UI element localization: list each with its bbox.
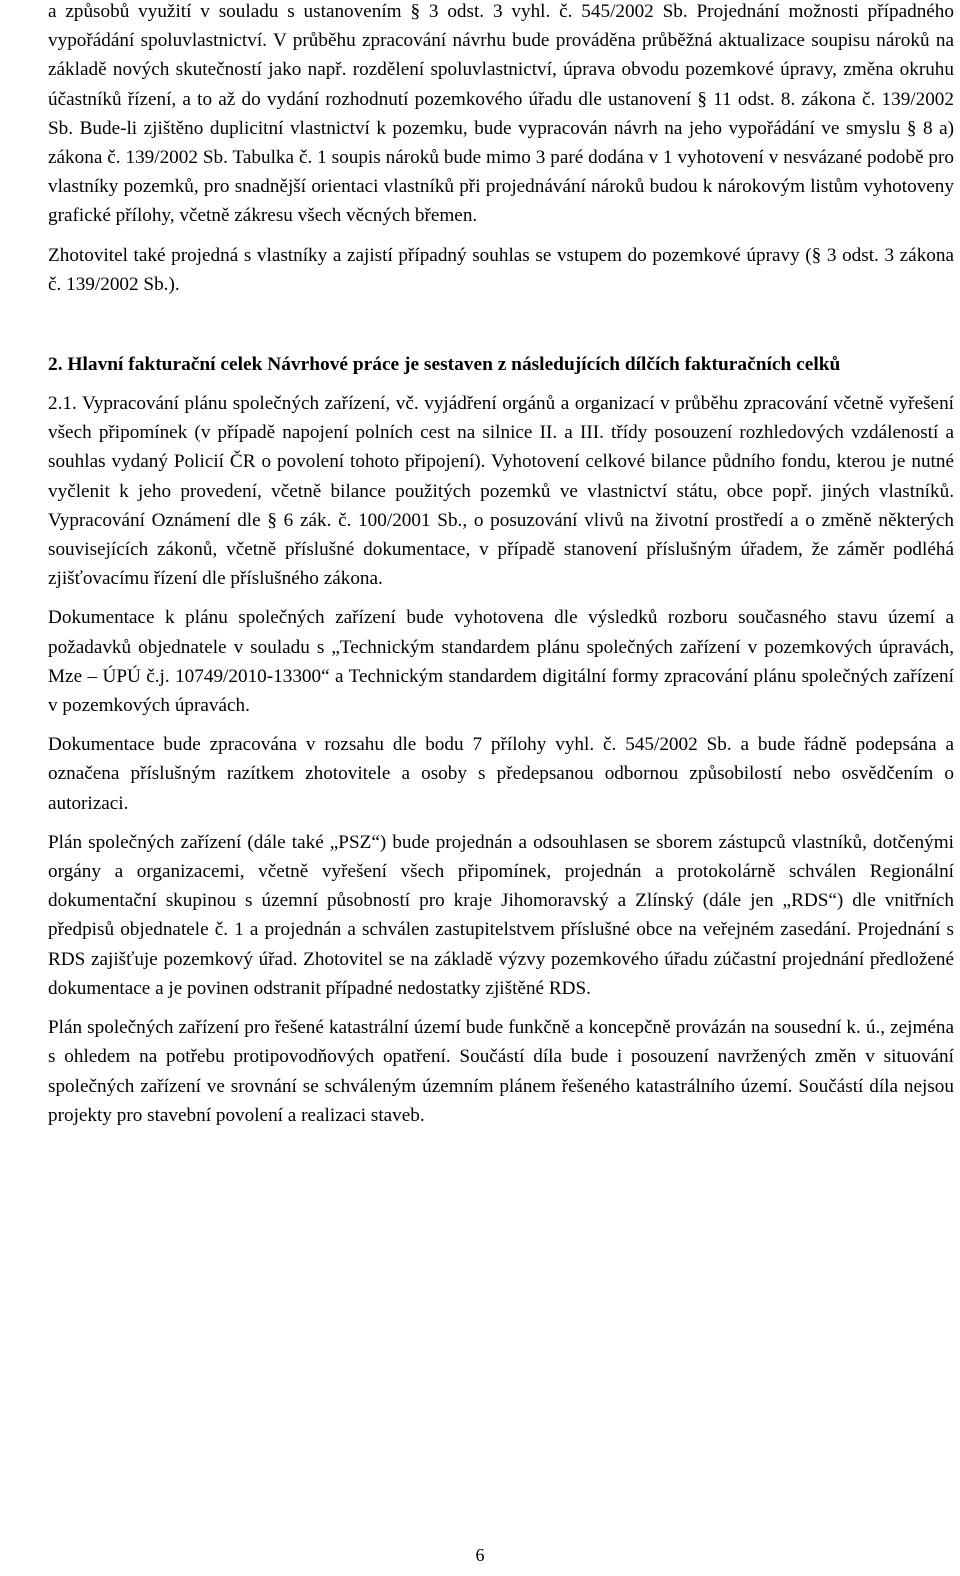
paragraph-section-1: 2.1. Vypracování plánu společných zařízení, vč. vyjádření orgánů a organizací v průběhu zpracování včetně vyřešení všech připomínek (v případě napojení polních cest na silnice II. a III. třídy posouzení rozhledových vzdáleností a souhlas vydaný Policií ČR o povolení tohoto připojení). Vyhotovení celkové bilance půdního fondu, kterou je nutné vyčlenit k jeho provedení, včetně bilance použitých pozemků ve vlastnictví státu, obce popř. jiných vlastníků. Vypracování Oznámení dle § 6 zák. č. 100/2001 Sb., o posuzování vlivů na životní prostředí a o změně některých souvisejících zákonů, včetně příslušné dokumentace, v případě stanovení příslušným úřadem, že záměr podléhá zjišťovacímu řízení dle příslušného zákona. [48,393,954,590]
section-title: Hlavní fakturační celek Návrhové práce je sestaven z následujících dílčích fakturačních celků [67,354,841,376]
section-number: 2. [48,354,63,376]
section-heading [48,351,954,379]
paragraph-section-5: Plán společných zařízení pro řešené katastrální území bude funkčně a koncepčně provázán na sousední k. ú., zejména s ohledem na potřebu protipovodňových opatření. Součástí díla bude i posouzení navržených změn v situování společných zařízení ve srovnání se schváleným územním plánem řešeného katastrálního území. Součástí díla nejsou projekty pro stavební povolení a realizaci staveb. [48,1017,954,1126]
page-number: 6 [475,1545,485,1565]
paragraph-section-3: Dokumentace bude zpracována v rozsahu dle bodu 7 přílohy vyhl. č. 545/2002 Sb. a bude řádně podepsána a označena příslušným razítkem zhotovitele a osoby s předepsanou odbornou způsobilostí nebo osvědčením o autorizaci. [48,734,954,814]
paragraph-intro-2: Zhotovitel také projedná s vlastníky a zajistí případný souhlas se vstupem do pozemkové úpravy (§ 3 odst. 3 zákona č. 139/2002 Sb.). [48,244,954,295]
paragraph-section-2: Dokumentace k plánu společných zařízení bude vyhotovena dle výsledků rozboru současného stavu území a požadavků objednatele v souladu s „Technickým standardem plánu společných zařízení v pozemkových úpravách, Mze – ÚPÚ č.j. 10749/2010-13300“ a Technickým standardem digitální formy zpracování plánu společných zařízení v pozemkových úpravách. [48,607,954,717]
paragraph-intro-1: a způsobů využití v souladu s ustanovením § 3 odst. 3 vyhl. č. 545/2002 Sb. Projednání možnosti případného vypořádání spoluvlastnictví. V průběhu zpracování návrhu bude prováděna průběžná aktualizace soupisu nároků na základě nových skutečností jako např. rozdělení spoluvlastnictví, úprava obvodu pozemkové úpravy, změna okruhu účastníků řízení, a to až do vydání rozhodnutí pozemkového úřadu dle ustanovení § 11 odst. 8. zákona č. 139/2002 Sb. Bude-li zjištěno duplicitní vlastnictví k pozemku, bude vypracován návrh na jeho vypořádání ve smyslu § 8 a) zákona č. 139/2002 Sb. Tabulka č. 1 soupis nároků bude mimo 3 paré dodána v 1 vyhotovení v nesvázané podobě pro vlastníky pozemků, pro snadnější orientaci vlastníků při projednávání nároků budou k nárokovým listům vyhotoveny grafické přílohy, včetně zákresu všech věcných břemen. [48,1,954,227]
paragraph-section-4: Plán společných zařízení (dále také „PSZ“) bude projednán a odsouhlasen se sborem zástupců vlastníků, dotčenými orgány a organizacemi, včetně vyřešení všech připomínek, projednán a protokolárně schválen Regionální dokumentační skupinou s územní působností pro kraje Jihomoravský a Zlínský (dále jen „RDS“) dle vnitřních předpisů objednatele č. 1 a projednán a schválen zastupitelstvem příslušné obce na veřejném zasedání. Projednání s RDS zajišťuje pozemkový úřad. Zhotovitel se na základě výzvy pozemkového úřadu zúčastní projednání předložené dokumentace a je povinen odstranit případné nedostatky zjištěné RDS. [48,831,954,999]
document-page [48,0,954,1130]
